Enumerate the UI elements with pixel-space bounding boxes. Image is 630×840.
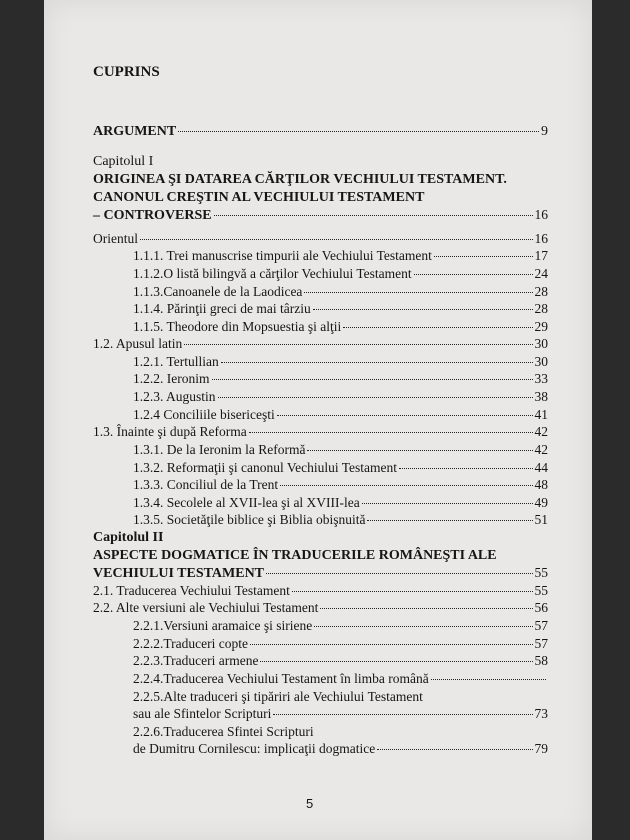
entry-page: 24: [534, 266, 548, 281]
entry-text: 1.1.5. Theodore din Mopsuestia şi alţii: [133, 319, 342, 334]
entry-text: ARGUMENT: [93, 124, 177, 139]
chapter-2-title-line-1: ASPECTE DOGMATICE ÎN TRADUCERILE ROMÂNEŞTI ALE: [93, 548, 497, 563]
chapter-2-title-line-2: VECHIULUI TESTAMENT: [93, 566, 265, 581]
toc-entry-continuation[interactable]: [133, 706, 548, 722]
toc-entry[interactable]: [133, 512, 548, 528]
entry-page: 48: [534, 477, 548, 492]
leader-dots: [399, 468, 532, 469]
entry-page: 73: [534, 706, 548, 721]
entry-page: 28: [534, 301, 548, 316]
toc-entry[interactable]: [133, 689, 548, 705]
toc-entry[interactable]: [133, 407, 548, 423]
toc-entry[interactable]: [93, 600, 548, 616]
entry-text: 1.2. Apusul latin: [93, 336, 183, 351]
entry-text: 2.2.3.Traduceri armene: [133, 653, 259, 668]
entry-text: 2.2.1.Versiuni aramaice şi siriene: [133, 618, 313, 633]
entry-text: 2.2.6.Traducerea Sfintei Scripturi: [133, 724, 314, 739]
entry-page: 30: [534, 354, 548, 369]
leader-dots: [214, 215, 533, 216]
leader-dots: [266, 573, 532, 574]
toc-entry-continuation[interactable]: [133, 741, 548, 757]
leader-dots: [434, 256, 533, 257]
entry-page: 38: [534, 389, 548, 404]
entry-text: 2.1. Traducerea Vechiului Testament: [93, 583, 290, 598]
toc-entry[interactable]: [133, 724, 548, 740]
entry-text: 1.2.1. Tertullian: [133, 354, 219, 369]
entry-page: 57: [534, 636, 548, 651]
leader-dots: [307, 450, 532, 451]
leader-dots: [313, 309, 533, 310]
entry-text: 1.3.1. De la Ieronim la Reformă: [133, 442, 306, 457]
toc-entry[interactable]: [133, 301, 548, 317]
toc-entry[interactable]: [133, 671, 548, 687]
chapter-1-title-line-2: CANONUL CREŞTIN AL VECHIULUI TESTAMENT: [93, 190, 425, 205]
entry-text: 1.2.2. Ieronim: [133, 371, 210, 386]
entry-text-continuation: de Dumitru Cornilescu: implicaţii dogmatice: [133, 741, 376, 756]
toc-entry[interactable]: [133, 618, 548, 634]
entry-text: 1.1.1. Trei manuscrise timpurii ale Vechiului Testament: [133, 248, 432, 263]
toc-entry-argument[interactable]: [93, 124, 548, 140]
chapter-1-title-line-1: ORIGINEA ŞI DATAREA CĂRŢILOR VECHIULUI TESTAMENT.: [93, 172, 507, 187]
entry-text-continuation: sau ale Sfintelor Scripturi: [133, 706, 272, 721]
entry-page: 55: [534, 565, 548, 580]
entry-page: 42: [534, 424, 548, 439]
leader-dots: [343, 327, 532, 328]
entry-text: 1.3.3. Conciliul de la Trent: [133, 477, 279, 492]
entry-text: 1.2.3. Augustin: [133, 389, 216, 404]
toc-entry[interactable]: [133, 354, 548, 370]
leader-dots: [184, 344, 532, 345]
toc-entry[interactable]: [93, 231, 548, 247]
entry-text: Orientul: [93, 231, 138, 246]
leader-dots: [140, 239, 533, 240]
leader-dots: [304, 292, 532, 293]
leader-dots: [249, 432, 533, 433]
entry-page: 44: [534, 460, 548, 475]
toc-entry[interactable]: [133, 460, 548, 476]
entry-page: 16: [534, 231, 548, 246]
entry-page: 55: [534, 583, 548, 598]
toc-entry[interactable]: [133, 266, 548, 282]
leader-dots: [431, 679, 546, 680]
entry-page: 56: [534, 600, 548, 615]
toc-entry[interactable]: [133, 442, 548, 458]
chapter-1-label: Capitolul I: [93, 154, 154, 169]
leader-dots: [218, 397, 533, 398]
leader-dots: [221, 362, 533, 363]
entry-page: 29: [534, 319, 548, 334]
leader-dots: [260, 661, 532, 662]
chapter-1-title-line-3: – CONTROVERSE: [93, 208, 212, 223]
toc-title: CUPRINS: [93, 64, 160, 80]
entry-page: 28: [534, 284, 548, 299]
leader-dots: [362, 503, 533, 504]
leader-dots: [178, 131, 539, 132]
leader-dots: [250, 644, 533, 645]
entry-page: 57: [534, 618, 548, 633]
entry-text: 2.2.2.Traduceri copte: [133, 636, 248, 651]
entry-text: 1.3.4. Secolele al XVII-lea şi al XVIII-lea: [133, 495, 360, 510]
entry-text: 2.2.4.Traducerea Vechiului Testament în limba română: [133, 671, 429, 686]
toc-entry[interactable]: [133, 371, 548, 387]
leader-dots: [367, 520, 532, 521]
leader-dots: [320, 608, 532, 609]
entry-page: 33: [534, 371, 548, 386]
toc-entry[interactable]: [133, 477, 548, 493]
entry-text: 1.2.4 Conciliile bisericeşti: [133, 407, 275, 422]
entry-text: 1.3.2. Reformaţii şi canonul Vechiului Testament: [133, 460, 398, 475]
entry-text: 1.1.2.O listă bilingvă a cărţilor Vechiului Testament: [133, 266, 412, 281]
toc-entry[interactable]: [133, 284, 548, 300]
leader-dots: [414, 274, 533, 275]
leader-dots: [314, 626, 532, 627]
entry-text: 2.2.5.Alte traduceri şi tipăriri ale Vechiului Testament: [133, 689, 423, 704]
toc-entry[interactable]: [93, 583, 548, 599]
leader-dots: [277, 415, 533, 416]
leader-dots: [212, 379, 533, 380]
entry-text: 1.1.3.Canoanele de la Laodicea: [133, 284, 303, 299]
entry-page: 79: [534, 741, 548, 756]
entry-text: 1.3.5. Societăţile biblice şi Biblia obişnuită: [133, 512, 366, 527]
toc-entry[interactable]: [133, 636, 548, 652]
leader-dots: [377, 749, 532, 750]
leader-dots: [273, 714, 532, 715]
page-number: 5: [306, 796, 314, 811]
entry-page: 51: [534, 512, 548, 527]
entry-text: 1.1.4. Părinţii greci de mai târziu: [133, 301, 311, 316]
toc-entry[interactable]: [93, 424, 548, 440]
toc-entry-chapter-2[interactable]: [93, 565, 548, 582]
toc-entry-chapter-1[interactable]: [93, 207, 548, 224]
entry-page: 9: [541, 124, 548, 139]
entry-page: 41: [534, 407, 548, 422]
toc-entry[interactable]: [93, 336, 548, 352]
entry-page: 42: [534, 442, 548, 457]
book-page: [44, 0, 592, 840]
entry-text: 1.3. Înainte şi după Reforma: [93, 424, 247, 439]
entry-page: 30: [534, 336, 548, 351]
entry-page: 58: [534, 653, 548, 668]
toc-entry[interactable]: [133, 495, 548, 511]
entry-page: 49: [534, 495, 548, 510]
toc-entry[interactable]: [133, 319, 548, 335]
entry-text: 2.2. Alte versiuni ale Vechiului Testament: [93, 600, 319, 615]
leader-dots: [280, 485, 532, 486]
entry-page: 16: [534, 207, 548, 222]
entry-page: 17: [534, 248, 548, 263]
toc-entry[interactable]: [133, 653, 548, 669]
leader-dots: [292, 591, 533, 592]
toc-entry[interactable]: [133, 389, 548, 405]
toc-entry[interactable]: [133, 248, 548, 264]
chapter-2-label: Capitolul II: [93, 530, 164, 545]
